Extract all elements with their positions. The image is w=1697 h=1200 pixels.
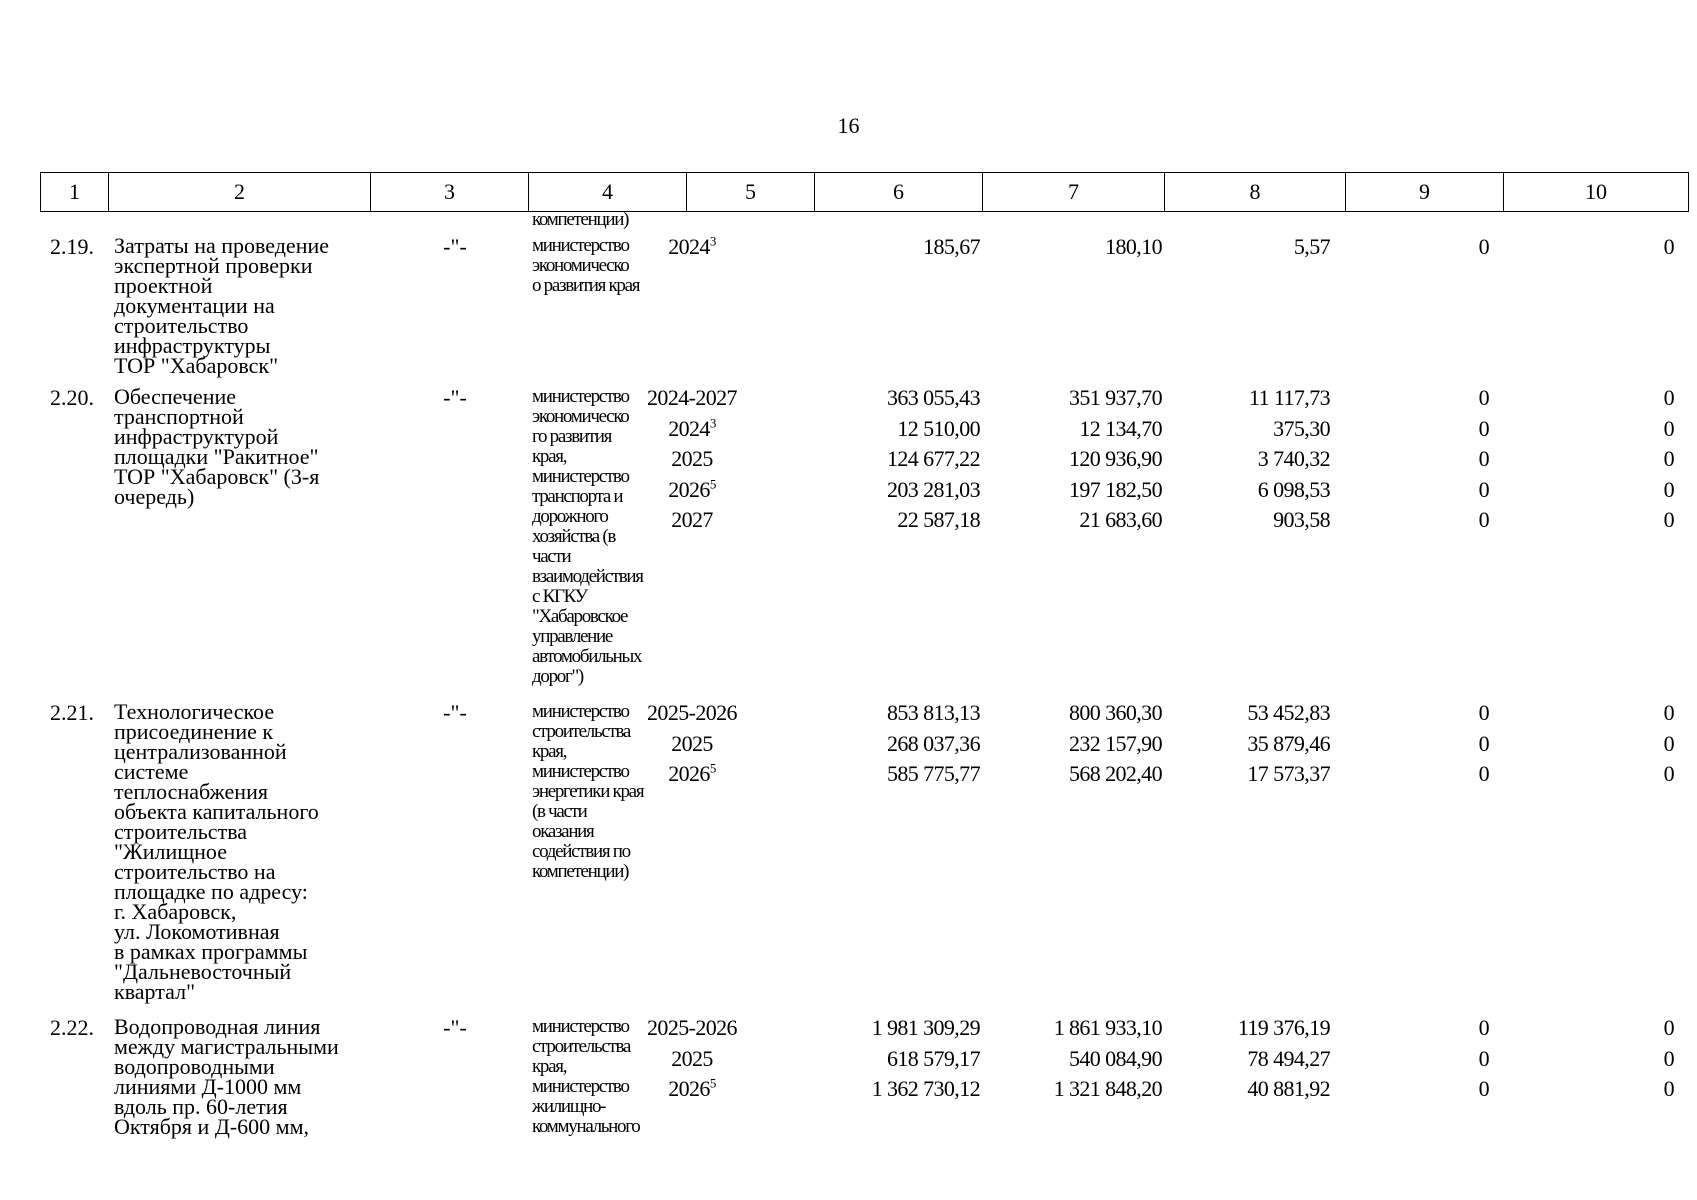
federal-budget-amount: 197 182,50 [1068,476,1162,502]
agency-line: "Хабаровское [532,606,628,627]
federal-budget-amount: 120 936,90 [1068,446,1162,471]
period-year [637,698,747,728]
description-line: строительство на [114,859,276,884]
regional-budget-amount: 40 881,92 [1247,1076,1330,1101]
municipal-budget-amount: 0 [1478,507,1489,532]
description-line: между магистральными [114,1034,339,1059]
agency-line: экономическо [532,255,629,276]
total-amount: 363 055,43 [886,385,980,410]
regional-budget-amount: 17 573,37 [1247,761,1330,786]
footnote-marker: 5 [709,1075,716,1091]
description-line: квартал" [114,979,196,1004]
other-sources-amount: 0 [1663,385,1674,410]
description-line: Технологическое [114,699,275,724]
row-description [114,233,374,378]
ditto-mark: -"- [443,700,467,725]
year-text: 2025 [671,446,713,471]
agency-line: о развития края [532,275,640,296]
period-year [637,1044,747,1074]
agency-line: транспорта и [532,486,623,507]
municipal-budget-amount: 0 [1478,1045,1489,1071]
municipal-budget-amount: 0 [1478,730,1489,756]
column-header-8: 8 [1165,173,1346,212]
other-sources-amount: 0 [1663,507,1674,532]
total-amount: 268 037,36 [886,730,980,756]
total-amount: 853 813,13 [886,700,980,725]
year-text: 2025 [671,1045,713,1071]
description-line: линиями Д-1000 мм [114,1074,302,1099]
total-amount: 22 587,18 [897,507,980,532]
description-line: площадке по адресу: [114,879,308,904]
description-line: Водопроводная линия [114,1014,321,1039]
agency-line: автомобильных [532,646,642,667]
agency-line: оказания [532,821,594,842]
description-line: экспертной проверки [114,253,313,278]
row-number: 2.20. [50,385,94,410]
regional-budget-amount: 11 117,73 [1249,385,1330,410]
column-number-header [40,172,1689,212]
municipal-budget-amount: 0 [1478,761,1489,786]
year-text: 2027 [671,507,713,532]
other-sources-amount: 0 [1663,1015,1674,1040]
regional-budget-amount: 78 494,27 [1247,1045,1330,1071]
row-description [114,699,374,1004]
agency-line: управление [532,626,613,647]
row-number: 2.21. [50,700,94,725]
ditto-mark: -"- [443,1015,467,1040]
agency-line: дорожного [532,506,608,527]
description-line: объекта капитального [114,799,319,824]
agency-line: министерство [532,235,629,256]
description-line: г. Хабаровск, [114,899,237,924]
other-sources-amount: 0 [1663,446,1674,471]
total-amount: 618 579,17 [886,1045,980,1071]
other-sources-amount: 0 [1663,1045,1674,1071]
agency-line: края, [532,741,567,762]
footnote-marker: 5 [709,760,716,776]
description-line: инфраструктурой [114,424,279,449]
federal-budget-amount: 800 360,30 [1068,700,1162,725]
period-year [637,232,747,262]
regional-budget-amount: 903,58 [1273,507,1330,532]
carry-over-agency-text: компетенции) [532,209,629,230]
description-line: площадки "Ракитное" [114,444,319,469]
year-text: 2025 [671,730,713,756]
agency-line: министерство [532,761,629,782]
description-line: централизованной [114,739,287,764]
footnote-marker: 5 [709,476,716,492]
municipal-budget-amount: 0 [1478,1076,1489,1101]
municipal-budget-amount: 0 [1478,385,1489,410]
description-line: ул. Локомотивная [114,919,280,944]
description-line: "Дальневосточный [114,959,292,984]
federal-budget-amount: 540 084,90 [1068,1045,1162,1071]
description-line: ТОР "Хабаровск" [114,353,279,378]
year-text: 2024 [668,234,710,259]
footnote-marker: 3 [709,415,716,431]
footnote-marker: 3 [709,233,716,249]
description-line: ТОР "Хабаровск" (3-я [114,464,320,489]
column-header-3: 3 [371,173,529,212]
ditto-mark: -"- [443,385,467,410]
description-line: водопроводными [114,1054,275,1079]
year-text: 2026 [668,1076,710,1101]
other-sources-amount: 0 [1663,730,1674,756]
year-text: 2026 [668,476,710,502]
agency-line: края, [532,1056,567,1077]
row-number: 2.19. [50,234,94,259]
regional-budget-amount: 53 452,83 [1247,700,1330,725]
period-year [637,444,747,474]
description-line: "Жилищное [114,839,227,864]
federal-budget-amount: 568 202,40 [1068,761,1162,786]
year-text: 2024 [668,415,710,441]
period-year [637,383,747,413]
description-line: очередь) [114,484,195,509]
other-sources-amount: 0 [1663,1076,1674,1101]
agency-line: с КГКУ [532,586,587,607]
description-line: в рамках программы [114,939,308,964]
row-description [114,1014,374,1139]
federal-budget-amount: 1 861 933,10 [1053,1015,1162,1040]
year-text: 2024-2027 [647,385,737,410]
description-line: теплоснабжения [114,779,268,804]
period-year [637,1013,747,1043]
year-text: 2026 [668,761,710,786]
year-text: 2025-2026 [647,1015,737,1040]
column-header-6: 6 [815,173,983,212]
description-line: системе [114,759,189,784]
column-header-2: 2 [109,173,371,212]
federal-budget-amount: 12 134,70 [1079,415,1162,441]
agency-line: края, [532,446,567,467]
total-amount: 203 281,03 [886,476,980,502]
period-year [637,475,747,505]
other-sources-amount: 0 [1663,476,1674,502]
municipal-budget-amount: 0 [1478,476,1489,502]
column-header-9: 9 [1346,173,1504,212]
federal-budget-amount: 180,10 [1105,234,1162,259]
agency-line: министерство [532,1016,629,1037]
agency-line: части [532,546,571,567]
other-sources-amount: 0 [1663,700,1674,725]
municipal-budget-amount: 0 [1478,415,1489,441]
agency-line: содействия по [532,841,630,862]
column-header-1: 1 [41,173,109,212]
agency-line: энергетики края [532,781,644,802]
description-line: присоединение к [114,719,274,744]
period-year [637,1074,747,1104]
period-year [637,759,747,789]
description-line: документации на [114,293,275,318]
other-sources-amount: 0 [1663,234,1674,259]
agency-line: министерство [532,1076,629,1097]
agency-line: экономическо [532,406,629,427]
total-amount: 1 362 730,12 [871,1076,980,1101]
federal-budget-amount: 21 683,60 [1079,507,1162,532]
municipal-budget-amount: 0 [1478,1015,1489,1040]
municipal-budget-amount: 0 [1478,234,1489,259]
period-year [637,505,747,535]
agency-line: жилищно- [532,1096,606,1117]
agency-line: коммунального [532,1116,640,1137]
description-line: строительство [114,313,249,338]
regional-budget-amount: 35 879,46 [1247,730,1330,756]
page-number: 16 [837,113,860,138]
ditto-mark: -"- [443,234,467,259]
row-description [114,384,374,509]
regional-budget-amount: 5,57 [1293,234,1330,259]
regional-budget-amount: 119 376,19 [1237,1015,1330,1040]
agency-line: министерство [532,701,629,722]
description-line: инфраструктуры [114,333,271,358]
agency-line: строительства [532,1036,631,1057]
agency-line: (в части [532,801,587,822]
total-amount: 185,67 [923,234,980,259]
municipal-budget-amount: 0 [1478,700,1489,725]
regional-budget-amount: 375,30 [1273,415,1330,441]
federal-budget-amount: 232 157,90 [1068,730,1162,756]
period-year [637,414,747,444]
total-amount: 124 677,22 [886,446,980,471]
agency-line: дорог") [532,666,583,687]
federal-budget-amount: 1 321 848,20 [1053,1076,1162,1101]
total-amount: 1 981 309,29 [871,1015,980,1040]
regional-budget-amount: 3 740,32 [1257,446,1330,471]
description-line: Октября и Д-600 мм, [114,1114,309,1139]
agency-line: взаимодействия [532,566,643,587]
agency-line: министерство [532,466,629,487]
description-line: Обеспечение [114,384,236,409]
year-text: 2025-2026 [647,700,737,725]
total-amount: 12 510,00 [897,415,980,441]
description-line: транспортной [114,404,244,429]
agency-line: строительства [532,721,631,742]
municipal-budget-amount: 0 [1478,446,1489,471]
column-header-10: 10 [1504,173,1689,212]
other-sources-amount: 0 [1663,415,1674,441]
regional-budget-amount: 6 098,53 [1257,476,1330,502]
row-number: 2.22. [50,1015,94,1040]
agency-line: хозяйства (в [532,526,616,547]
description-line: строительства [114,819,248,844]
federal-budget-amount: 351 937,70 [1068,385,1162,410]
agency-line: го развития [532,426,612,447]
column-header-5: 5 [687,173,815,212]
other-sources-amount: 0 [1663,761,1674,786]
agency-line: компетенции) [532,861,629,882]
column-header-4: 4 [529,173,687,212]
description-line: вдоль пр. 60-летия [114,1094,288,1119]
description-line: проектной [114,273,213,298]
column-header-7: 7 [983,173,1165,212]
period-year [637,729,747,759]
total-amount: 585 775,77 [886,761,980,786]
description-line: Затраты на проведение [114,233,330,258]
agency-line: министерство [532,386,629,407]
